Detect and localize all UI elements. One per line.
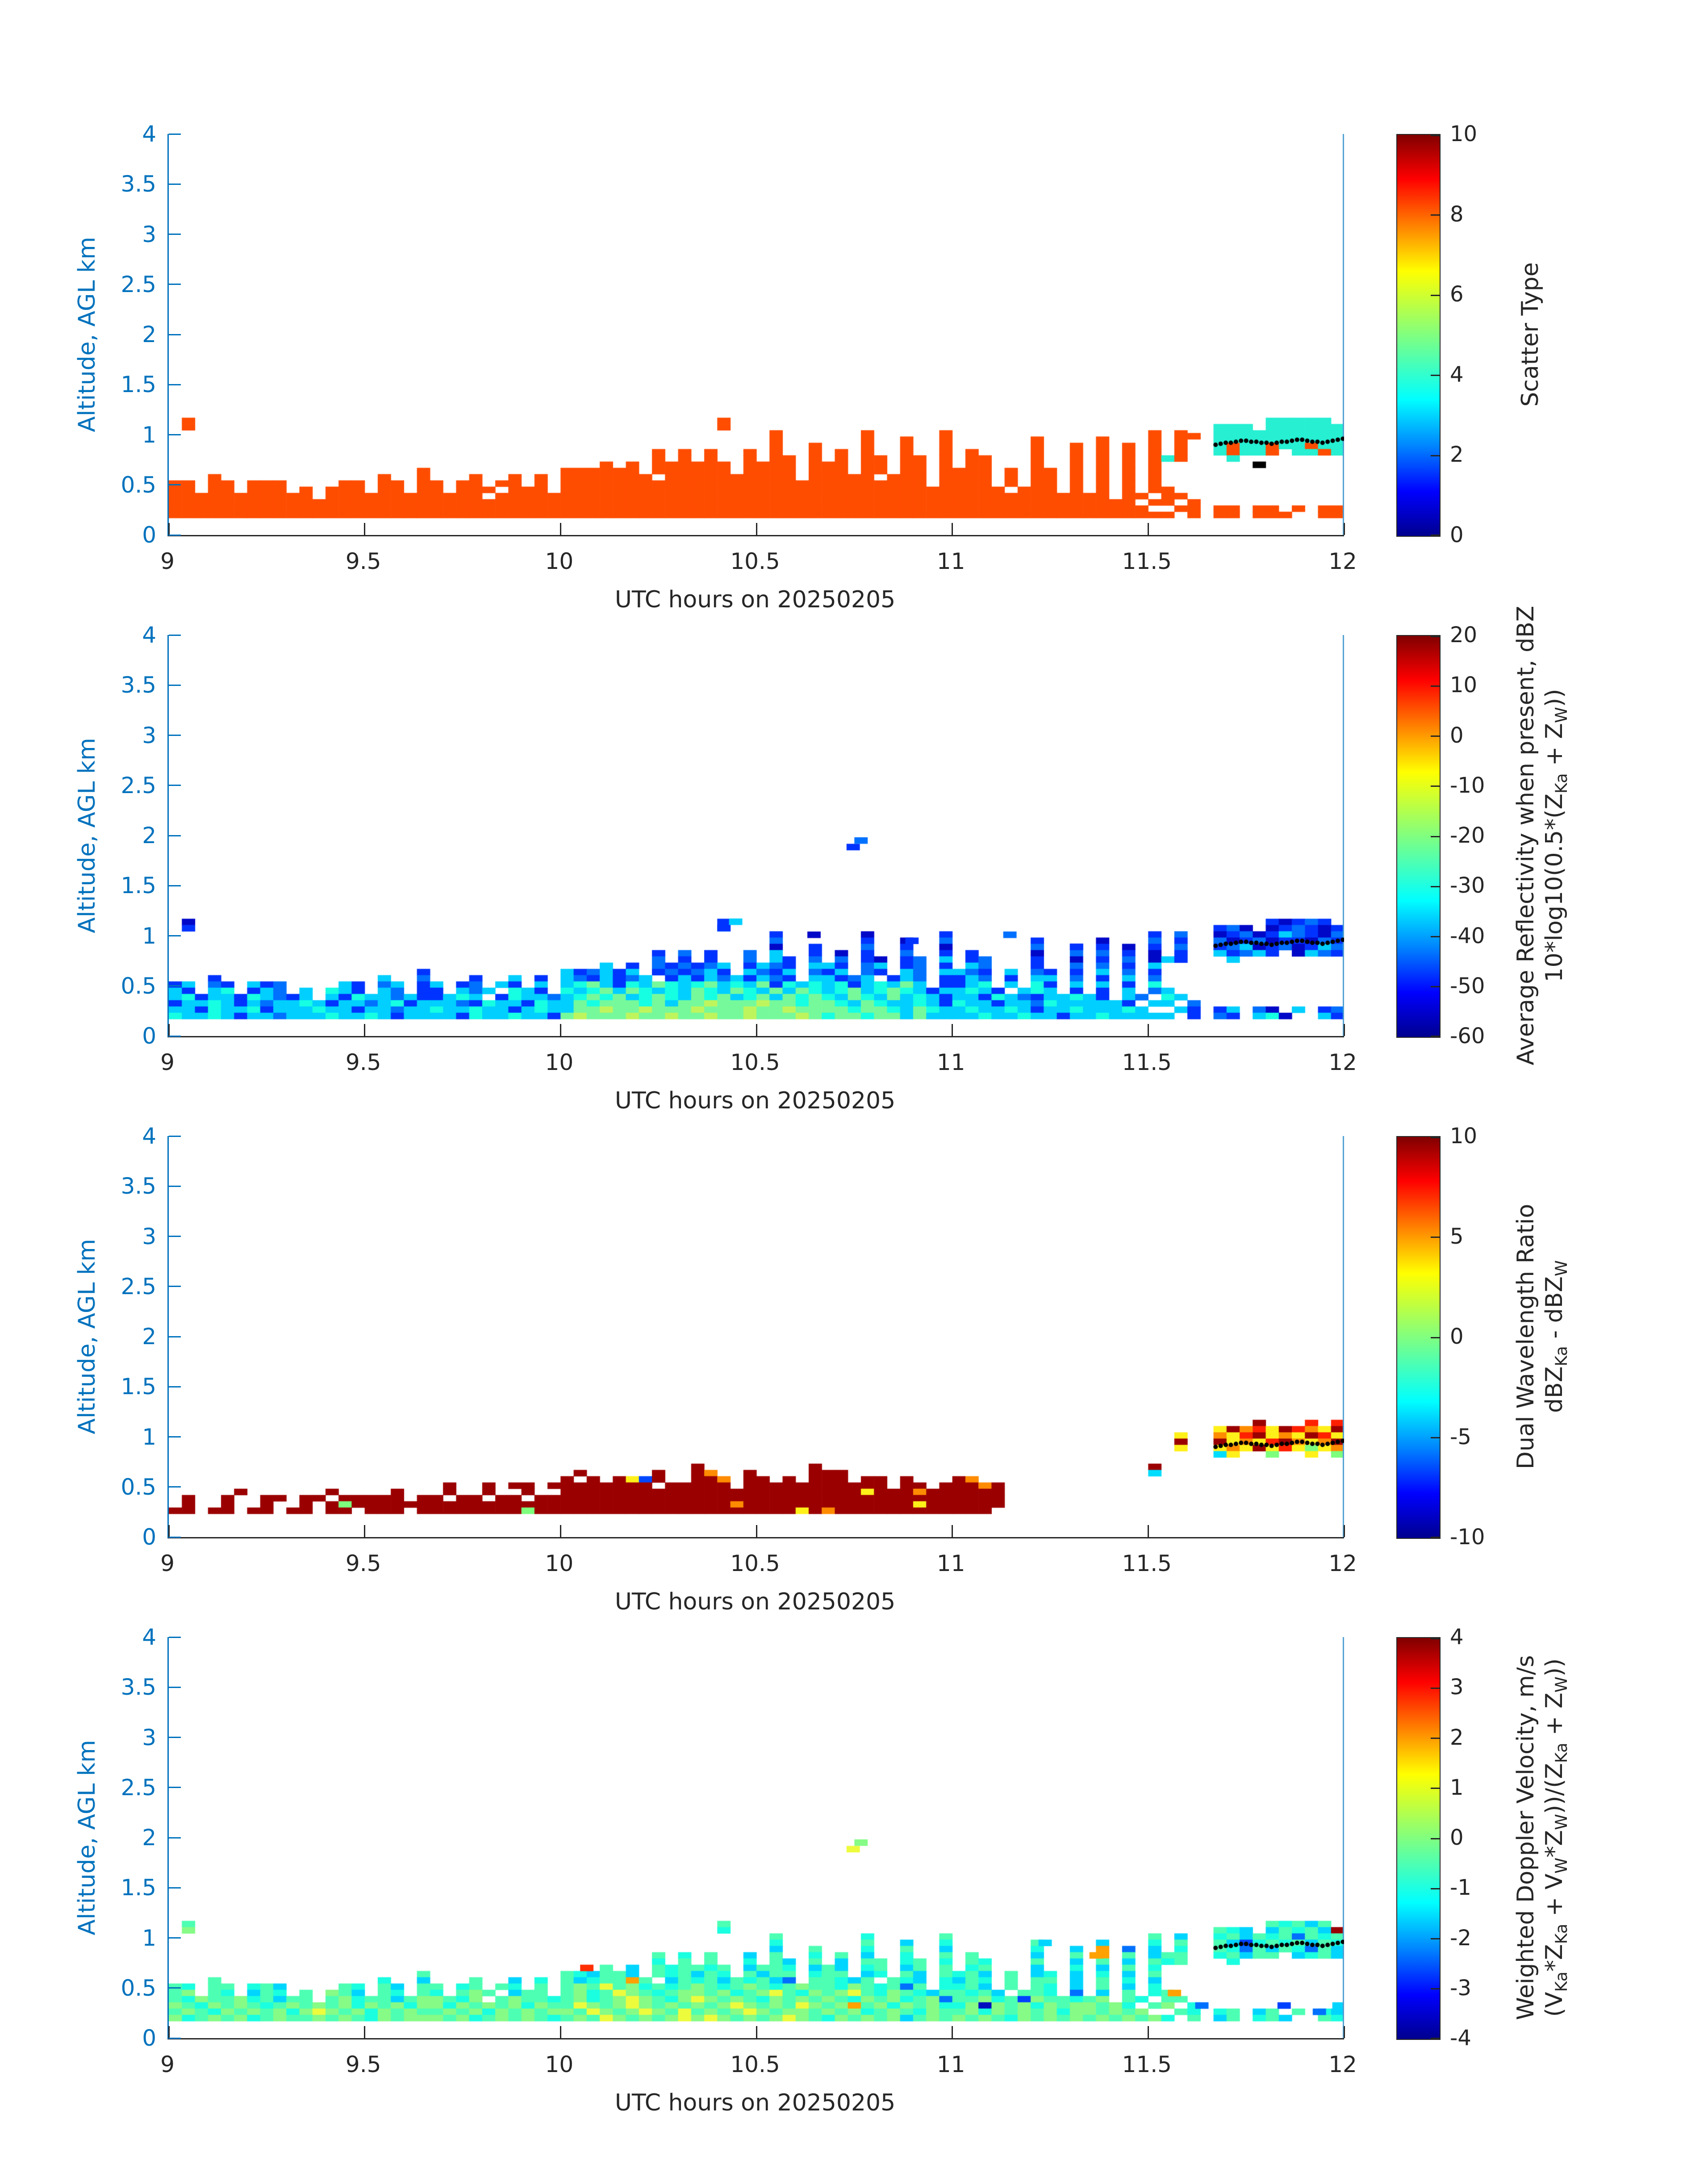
colorbar-tick-mark <box>1431 636 1440 637</box>
x-tick-mark <box>952 2026 953 2038</box>
colorbar-tick-label: 10 <box>1450 1124 1478 1149</box>
y-tick-mark <box>169 134 181 135</box>
y-tick-mark <box>169 1436 181 1437</box>
plot-area <box>167 1136 1344 1538</box>
colorbar-tick-mark <box>1431 1237 1440 1238</box>
colorbar-tick-label: -30 <box>1450 873 1485 898</box>
y-tick-mark <box>169 2038 181 2039</box>
colorbar-tick-label: -10 <box>1450 1525 1485 1550</box>
colorbar-tick-label: -20 <box>1450 823 1485 848</box>
y-tick-label: 4 <box>142 1624 156 1650</box>
panel-dual-wavelength-ratio <box>0 1123 1708 1637</box>
x-tick-label: 10.5 <box>730 2052 780 2077</box>
x-tick-mark <box>1344 1024 1345 1036</box>
y-tick-mark <box>169 785 181 786</box>
y-tick-mark <box>169 1637 181 1638</box>
colorbar-tick-mark <box>1431 1688 1440 1689</box>
colorbar-tick-label: 2 <box>1450 442 1464 468</box>
y-tick-mark <box>169 1987 181 1989</box>
y-tick-label: 1 <box>142 1925 156 1951</box>
x-tick-label: 11.5 <box>1122 1550 1172 1576</box>
y-tick-mark <box>169 384 181 385</box>
y-tick-label: 3 <box>142 221 156 247</box>
colorbar <box>1396 134 1441 537</box>
x-tick-mark <box>1344 1525 1345 1537</box>
x-axis-label: UTC hours on 20250205 <box>614 1588 896 1615</box>
y-tick-mark <box>169 1837 181 1839</box>
colorbar-tick-mark <box>1431 1537 1440 1538</box>
y-tick-mark <box>169 1286 181 1287</box>
y-tick-label: 2.5 <box>121 1273 156 1300</box>
y-tick-label: 2 <box>142 823 156 848</box>
colorbar <box>1396 635 1441 1038</box>
y-tick-label: 4 <box>142 1123 156 1149</box>
x-tick-label: 9.5 <box>345 548 381 574</box>
y-tick-label: 3 <box>142 1724 156 1751</box>
plot-area <box>167 134 1344 536</box>
y-tick-mark <box>169 1687 181 1688</box>
panel-weighted-doppler-velocity <box>0 1624 1708 2138</box>
x-tick-label: 10.5 <box>730 1049 780 1075</box>
colorbar-tick-label: -50 <box>1450 973 1485 999</box>
colorbar-tick-mark <box>1431 786 1440 787</box>
y-tick-label: 1.5 <box>121 372 156 398</box>
colorbar-tick-mark <box>1431 135 1440 136</box>
colorbar-axis-label: Scatter Type <box>1517 262 1544 407</box>
x-tick-label: 12 <box>1328 2052 1357 2077</box>
colorbar-tick-mark <box>1431 1337 1440 1338</box>
x-tick-label: 10.5 <box>730 1550 780 1576</box>
colorbar-tick-label: 0 <box>1450 723 1464 748</box>
y-tick-mark <box>169 835 181 836</box>
y-tick-label: 4 <box>142 622 156 648</box>
x-tick-label: 10 <box>545 2052 574 2077</box>
y-tick-label: 0.5 <box>121 1474 156 1500</box>
colorbar-tick-label: 0 <box>1450 1825 1464 1850</box>
x-tick-label: 10 <box>545 1049 574 1075</box>
y-tick-mark <box>169 434 181 435</box>
y-tick-label: 0.5 <box>121 1975 156 2001</box>
colorbar-tick-mark <box>1431 1437 1440 1438</box>
panel-scatter-type <box>0 121 1708 635</box>
x-tick-mark <box>364 2026 365 2038</box>
colorbar-tick-mark <box>1431 1988 1440 1989</box>
y-tick-mark <box>169 1136 181 1137</box>
colorbar-tick-mark <box>1431 455 1440 456</box>
x-tick-label: 9 <box>160 2052 175 2077</box>
colorbar-tick-label: 20 <box>1450 623 1478 648</box>
y-tick-label: 0 <box>142 2025 156 2051</box>
y-tick-label: 0 <box>142 1023 156 1049</box>
x-tick-mark <box>952 523 953 535</box>
y-tick-mark <box>169 334 181 335</box>
y-tick-mark <box>169 1737 181 1738</box>
y-tick-label: 0 <box>142 522 156 548</box>
plot-area <box>167 635 1344 1037</box>
y-tick-label: 1.5 <box>121 1875 156 1901</box>
x-tick-label: 9 <box>160 1049 175 1075</box>
colorbar-tick-mark <box>1431 1788 1440 1789</box>
x-tick-mark <box>364 523 365 535</box>
y-tick-mark <box>169 1937 181 1939</box>
y-tick-mark <box>169 735 181 736</box>
y-tick-mark <box>169 234 181 235</box>
x-tick-mark <box>168 523 170 535</box>
x-tick-label: 11 <box>936 548 965 574</box>
y-tick-label: 0.5 <box>121 472 156 498</box>
y-tick-label: 1 <box>142 422 156 448</box>
y-tick-mark <box>169 184 181 185</box>
y-tick-label: 1.5 <box>121 1374 156 1400</box>
x-tick-label: 11 <box>936 2052 965 2077</box>
colorbar-tick-label: -60 <box>1450 1024 1485 1049</box>
y-tick-mark <box>169 685 181 686</box>
y-tick-mark <box>169 1236 181 1237</box>
y-tick-label: 1.5 <box>121 873 156 899</box>
colorbar-tick-mark <box>1431 1838 1440 1839</box>
colorbar-axis-label: Average Reflectivity when present, dBZ $10*\log 10(0.5*(Z_{Ka} + Z_W))$ <box>1512 606 1571 1066</box>
x-tick-label: 9 <box>160 548 175 574</box>
colorbar-tick-label: 4 <box>1450 362 1464 387</box>
y-tick-mark <box>169 535 181 536</box>
y-tick-mark <box>169 1537 181 1538</box>
colorbar-tick-mark <box>1431 1888 1440 1889</box>
x-tick-mark <box>1148 1525 1149 1537</box>
colorbar-axis-label: Weighted Doppler Velocity, m/s $(V_{Ka}*Z_{Ka} + V_W*Z_W))/(Z_{Ka} + Z_W)$) <box>1512 1655 1571 2020</box>
x-tick-mark <box>168 1525 170 1537</box>
y-tick-mark <box>169 284 181 285</box>
x-tick-mark <box>1344 2026 1345 2038</box>
x-tick-mark <box>1148 2026 1149 2038</box>
colorbar <box>1396 1637 1441 2040</box>
x-tick-label: 11 <box>936 1550 965 1576</box>
colorbar-tick-label: 0 <box>1450 1324 1464 1349</box>
x-tick-label: 10 <box>545 548 574 574</box>
colorbar-tick-mark <box>1431 214 1440 216</box>
y-axis-label: Altitude, AGL km <box>74 237 100 432</box>
colorbar-tick-label: 10 <box>1450 673 1478 698</box>
x-tick-label: 9.5 <box>345 1049 381 1075</box>
y-tick-label: 0 <box>142 1524 156 1550</box>
y-tick-mark <box>169 1486 181 1488</box>
y-tick-label: 2.5 <box>121 1774 156 1801</box>
colorbar-tick-label: -5 <box>1450 1424 1471 1450</box>
x-tick-label: 12 <box>1328 1049 1357 1075</box>
y-tick-mark <box>169 885 181 886</box>
colorbar-axis-label: Dual Wavelength Ratio dBZ$_{Ka}$ - dBZ$_W$ <box>1512 1203 1571 1470</box>
colorbar-tick-label: -2 <box>1450 1925 1471 1951</box>
x-tick-mark <box>1344 523 1345 535</box>
x-tick-label: 10 <box>545 1550 574 1576</box>
colorbar-tick-label: 6 <box>1450 282 1464 307</box>
x-tick-label: 12 <box>1328 1550 1357 1576</box>
y-tick-label: 3.5 <box>121 171 156 197</box>
x-tick-label: 9.5 <box>345 1550 381 1576</box>
colorbar-tick-label: -1 <box>1450 1875 1471 1901</box>
y-tick-mark <box>169 1336 181 1337</box>
x-tick-label: 11.5 <box>1122 2052 1172 2077</box>
colorbar-tick-label: 1 <box>1450 1775 1464 1800</box>
x-tick-mark <box>756 1525 757 1537</box>
colorbar-tick-mark <box>1431 1638 1440 1639</box>
x-axis-label: UTC hours on 20250205 <box>614 1087 896 1114</box>
colorbar-tick-mark <box>1431 295 1440 296</box>
x-tick-mark <box>560 1525 561 1537</box>
x-tick-label: 9 <box>160 1550 175 1576</box>
y-tick-label: 2 <box>142 322 156 347</box>
y-tick-label: 1 <box>142 1424 156 1450</box>
y-tick-mark <box>169 1036 181 1037</box>
x-axis-label: UTC hours on 20250205 <box>614 2089 896 2116</box>
panel-average-reflectivity <box>0 606 1708 1136</box>
y-tick-mark <box>169 1787 181 1788</box>
colorbar-tick-mark <box>1431 936 1440 937</box>
x-tick-mark <box>560 523 561 535</box>
heatmap-canvas <box>169 134 1344 535</box>
heatmap-canvas <box>169 635 1344 1036</box>
y-tick-label: 1 <box>142 923 156 949</box>
colorbar-tick-mark <box>1431 685 1440 687</box>
colorbar-tick-mark <box>1431 375 1440 376</box>
y-tick-label: 2 <box>142 1825 156 1851</box>
colorbar-tick-label: 5 <box>1450 1224 1464 1249</box>
x-tick-mark <box>1148 1024 1149 1036</box>
y-axis-label: Altitude, AGL km <box>74 738 100 933</box>
colorbar-tick-mark <box>1431 836 1440 837</box>
colorbar-tick-mark <box>1431 535 1440 536</box>
colorbar-tick-label: 8 <box>1450 201 1464 227</box>
x-tick-mark <box>364 1525 365 1537</box>
colorbar-tick-mark <box>1431 886 1440 887</box>
x-tick-label: 10.5 <box>730 548 780 574</box>
y-tick-mark <box>169 1186 181 1187</box>
x-tick-mark <box>952 1024 953 1036</box>
y-tick-label: 4 <box>142 121 156 147</box>
y-tick-label: 3.5 <box>121 1674 156 1701</box>
x-tick-mark <box>756 2026 757 2038</box>
y-tick-label: 3 <box>142 722 156 748</box>
x-tick-mark <box>756 523 757 535</box>
colorbar-tick-label: -4 <box>1450 2026 1471 2051</box>
colorbar-tick-label: 3 <box>1450 1675 1464 1700</box>
y-tick-label: 0.5 <box>121 973 156 999</box>
colorbar-tick-mark <box>1431 1137 1440 1138</box>
y-axis-label: Altitude, AGL km <box>74 1239 100 1434</box>
x-tick-mark <box>756 1024 757 1036</box>
colorbar-tick-label: -40 <box>1450 923 1485 949</box>
x-axis-label: UTC hours on 20250205 <box>614 586 896 613</box>
x-tick-mark <box>168 1024 170 1036</box>
x-tick-label: 11.5 <box>1122 1049 1172 1075</box>
colorbar-tick-mark <box>1431 1036 1440 1037</box>
y-tick-mark <box>169 1386 181 1387</box>
x-tick-label: 12 <box>1328 548 1357 574</box>
plot-area <box>167 1637 1344 2039</box>
colorbar <box>1396 1136 1441 1539</box>
colorbar-tick-mark <box>1431 986 1440 987</box>
x-tick-label: 11 <box>936 1049 965 1075</box>
heatmap-canvas <box>169 1637 1344 2038</box>
y-tick-label: 2.5 <box>121 271 156 297</box>
colorbar-tick-mark <box>1431 1738 1440 1739</box>
heatmap-canvas <box>169 1136 1344 1537</box>
colorbar-tick-label: 4 <box>1450 1625 1464 1650</box>
colorbar-tick-label: 10 <box>1450 121 1478 146</box>
y-axis-label: Altitude, AGL km <box>74 1740 100 1935</box>
x-tick-mark <box>560 2026 561 2038</box>
y-tick-mark <box>169 1887 181 1889</box>
x-tick-label: 11.5 <box>1122 548 1172 574</box>
x-tick-mark <box>364 1024 365 1036</box>
y-tick-mark <box>169 935 181 936</box>
y-tick-label: 2 <box>142 1324 156 1350</box>
y-tick-mark <box>169 484 181 485</box>
y-tick-label: 3.5 <box>121 672 156 698</box>
x-tick-mark <box>952 1525 953 1537</box>
colorbar-tick-mark <box>1431 1938 1440 1939</box>
colorbar-tick-mark <box>1431 735 1440 737</box>
colorbar-tick-label: -10 <box>1450 773 1485 798</box>
x-tick-label: 9.5 <box>345 2052 381 2077</box>
y-tick-mark <box>169 985 181 986</box>
x-tick-mark <box>168 2026 170 2038</box>
y-tick-mark <box>169 635 181 636</box>
colorbar-tick-label: -3 <box>1450 1975 1471 2001</box>
y-tick-label: 3 <box>142 1223 156 1249</box>
colorbar-tick-mark <box>1431 2038 1440 2039</box>
x-tick-mark <box>560 1024 561 1036</box>
x-tick-mark <box>1148 523 1149 535</box>
colorbar-tick-label: 0 <box>1450 522 1464 547</box>
y-tick-label: 2.5 <box>121 772 156 798</box>
colorbar-tick-label: 2 <box>1450 1725 1464 1750</box>
y-tick-label: 3.5 <box>121 1173 156 1199</box>
